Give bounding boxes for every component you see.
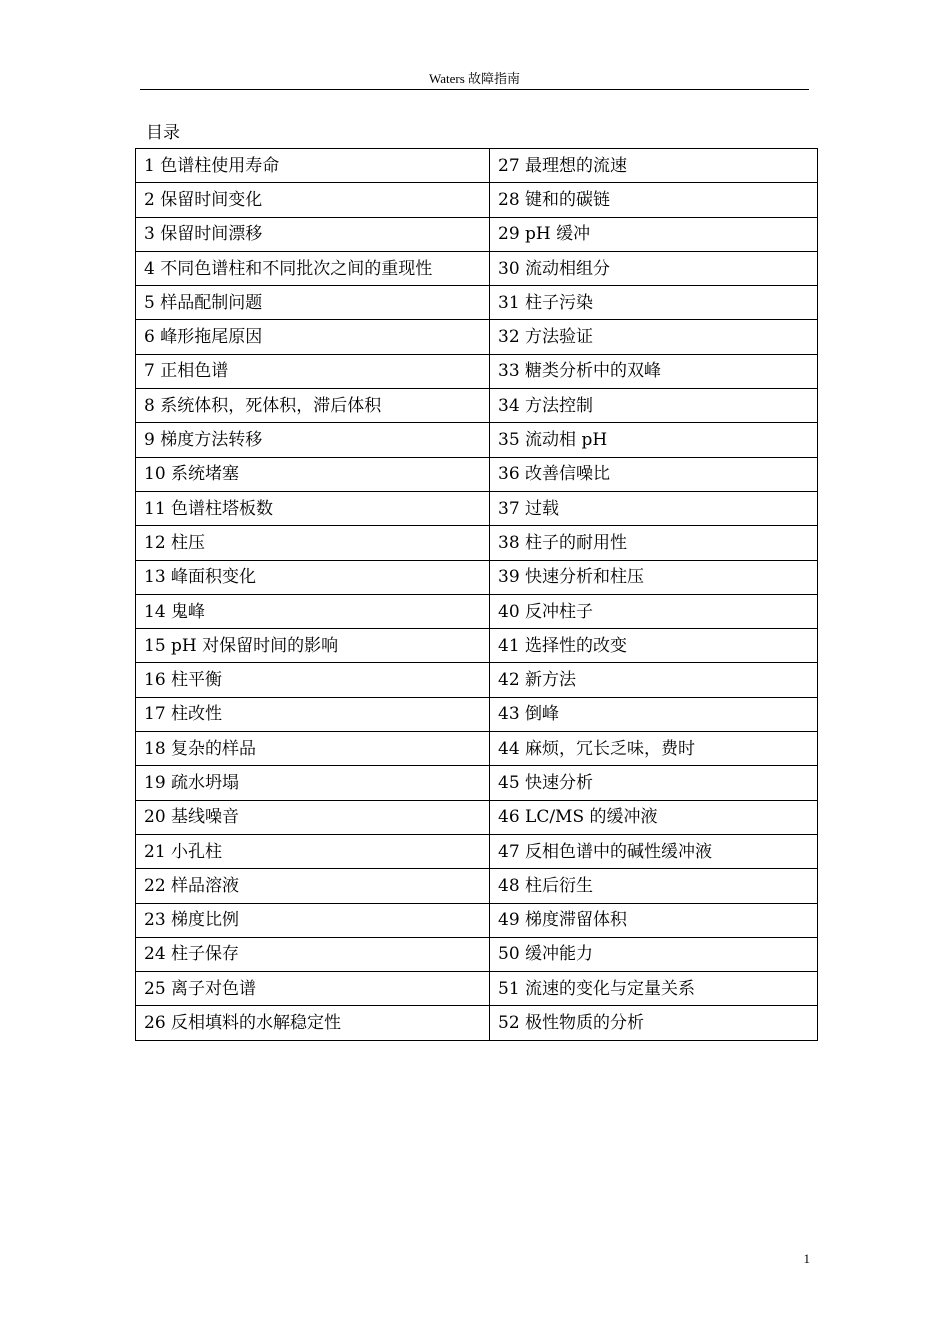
- table-row: [136, 149, 818, 183]
- table-row: [136, 903, 818, 937]
- table-row: [136, 320, 818, 354]
- toc-entry-left: 23 梯度比例: [136, 903, 490, 937]
- toc-entry-right: 40 反冲柱子: [490, 594, 818, 628]
- toc-title: 目录: [146, 123, 180, 143]
- toc-entry-left: 3 保留时间漂移: [136, 217, 490, 251]
- toc-entry-right: 46 LC/MS 的缓冲液: [490, 800, 818, 834]
- toc-entry-right: 52 极性物质的分析: [490, 1006, 818, 1040]
- toc-entry-right: 45 快速分析: [490, 766, 818, 800]
- table-row: [136, 800, 818, 834]
- toc-entry-left: 7 正相色谱: [136, 354, 490, 388]
- toc-entry-right: 43 倒峰: [490, 697, 818, 731]
- table-row: [136, 629, 818, 663]
- toc-entry-left: 18 复杂的样品: [136, 732, 490, 766]
- toc-entry-left: 13 峰面积变化: [136, 560, 490, 594]
- table-row: [136, 560, 818, 594]
- table-row: [136, 389, 818, 423]
- toc-entry-right: 27 最理想的流速: [490, 149, 818, 183]
- table-row: [136, 766, 818, 800]
- table-row: [136, 423, 818, 457]
- toc-entry-right: 31 柱子污染: [490, 286, 818, 320]
- toc-entry-right: 41 选择性的改变: [490, 629, 818, 663]
- toc-table: [135, 148, 818, 1041]
- toc-entry-right: 35 流动相 pH: [490, 423, 818, 457]
- table-row: [136, 937, 818, 971]
- toc-entry-right: 34 方法控制: [490, 389, 818, 423]
- toc-entry-left: 20 基线噪音: [136, 800, 490, 834]
- toc-entry-left: 14 鬼峰: [136, 594, 490, 628]
- toc-entry-left: 25 离子对色谱: [136, 972, 490, 1006]
- table-row: [136, 217, 818, 251]
- toc-entry-left: 10 系统堵塞: [136, 457, 490, 491]
- toc-entry-left: 5 样品配制问题: [136, 286, 490, 320]
- toc-entry-left: 11 色谱柱塔板数: [136, 491, 490, 525]
- toc-body: [136, 149, 818, 1041]
- table-row: [136, 663, 818, 697]
- toc-entry-right: 39 快速分析和柱压: [490, 560, 818, 594]
- table-row: [136, 286, 818, 320]
- toc-entry-right: 28 键和的碳链: [490, 183, 818, 217]
- table-row: [136, 526, 818, 560]
- table-row: [136, 972, 818, 1006]
- table-row: [136, 594, 818, 628]
- toc-entry-right: 38 柱子的耐用性: [490, 526, 818, 560]
- toc-entry-left: 12 柱压: [136, 526, 490, 560]
- toc-entry-left: 8 系统体积，死体积，滞后体积: [136, 389, 490, 423]
- toc-entry-right: 32 方法验证: [490, 320, 818, 354]
- table-row: [136, 834, 818, 868]
- toc-entry-right: 51 流速的变化与定量关系: [490, 972, 818, 1006]
- toc-entry-left: 22 样品溶液: [136, 869, 490, 903]
- toc-entry-left: 19 疏水坍塌: [136, 766, 490, 800]
- toc-entry-left: 15 pH 对保留时间的影响: [136, 629, 490, 663]
- toc-entry-left: 2 保留时间变化: [136, 183, 490, 217]
- table-row: [136, 1006, 818, 1040]
- table-row: [136, 732, 818, 766]
- toc-entry-right: 44 麻烦，冗长乏味，费时: [490, 732, 818, 766]
- toc-entry-right: 37 过载: [490, 491, 818, 525]
- toc-entry-left: 21 小孔柱: [136, 834, 490, 868]
- toc-entry-left: 1 色谱柱使用寿命: [136, 149, 490, 183]
- table-row: [136, 354, 818, 388]
- toc-entry-left: 16 柱平衡: [136, 663, 490, 697]
- page-header: Waters 故障指南: [140, 70, 809, 90]
- toc-entry-left: 9 梯度方法转移: [136, 423, 490, 457]
- toc-entry-left: 24 柱子保存: [136, 937, 490, 971]
- toc-entry-right: 42 新方法: [490, 663, 818, 697]
- toc-entry-left: 26 反相填料的水解稳定性: [136, 1006, 490, 1040]
- table-row: [136, 869, 818, 903]
- toc-entry-right: 30 流动相组分: [490, 251, 818, 285]
- toc-entry-right: 29 pH 缓冲: [490, 217, 818, 251]
- toc-entry-right: 48 柱后衍生: [490, 869, 818, 903]
- toc-entry-left: 4 不同色谱柱和不同批次之间的重现性: [136, 251, 490, 285]
- table-row: [136, 491, 818, 525]
- toc-entry-left: 6 峰形拖尾原因: [136, 320, 490, 354]
- toc-entry-right: 50 缓冲能力: [490, 937, 818, 971]
- toc-entry-right: 49 梯度滞留体积: [490, 903, 818, 937]
- table-row: [136, 697, 818, 731]
- toc-entry-left: 17 柱改性: [136, 697, 490, 731]
- table-row: [136, 457, 818, 491]
- page-number: 1: [803, 1251, 810, 1266]
- toc-entry-right: 36 改善信噪比: [490, 457, 818, 491]
- toc-entry-right: 47 反相色谱中的碱性缓冲液: [490, 834, 818, 868]
- table-row: [136, 251, 818, 285]
- toc-entry-right: 33 糖类分析中的双峰: [490, 354, 818, 388]
- table-row: [136, 183, 818, 217]
